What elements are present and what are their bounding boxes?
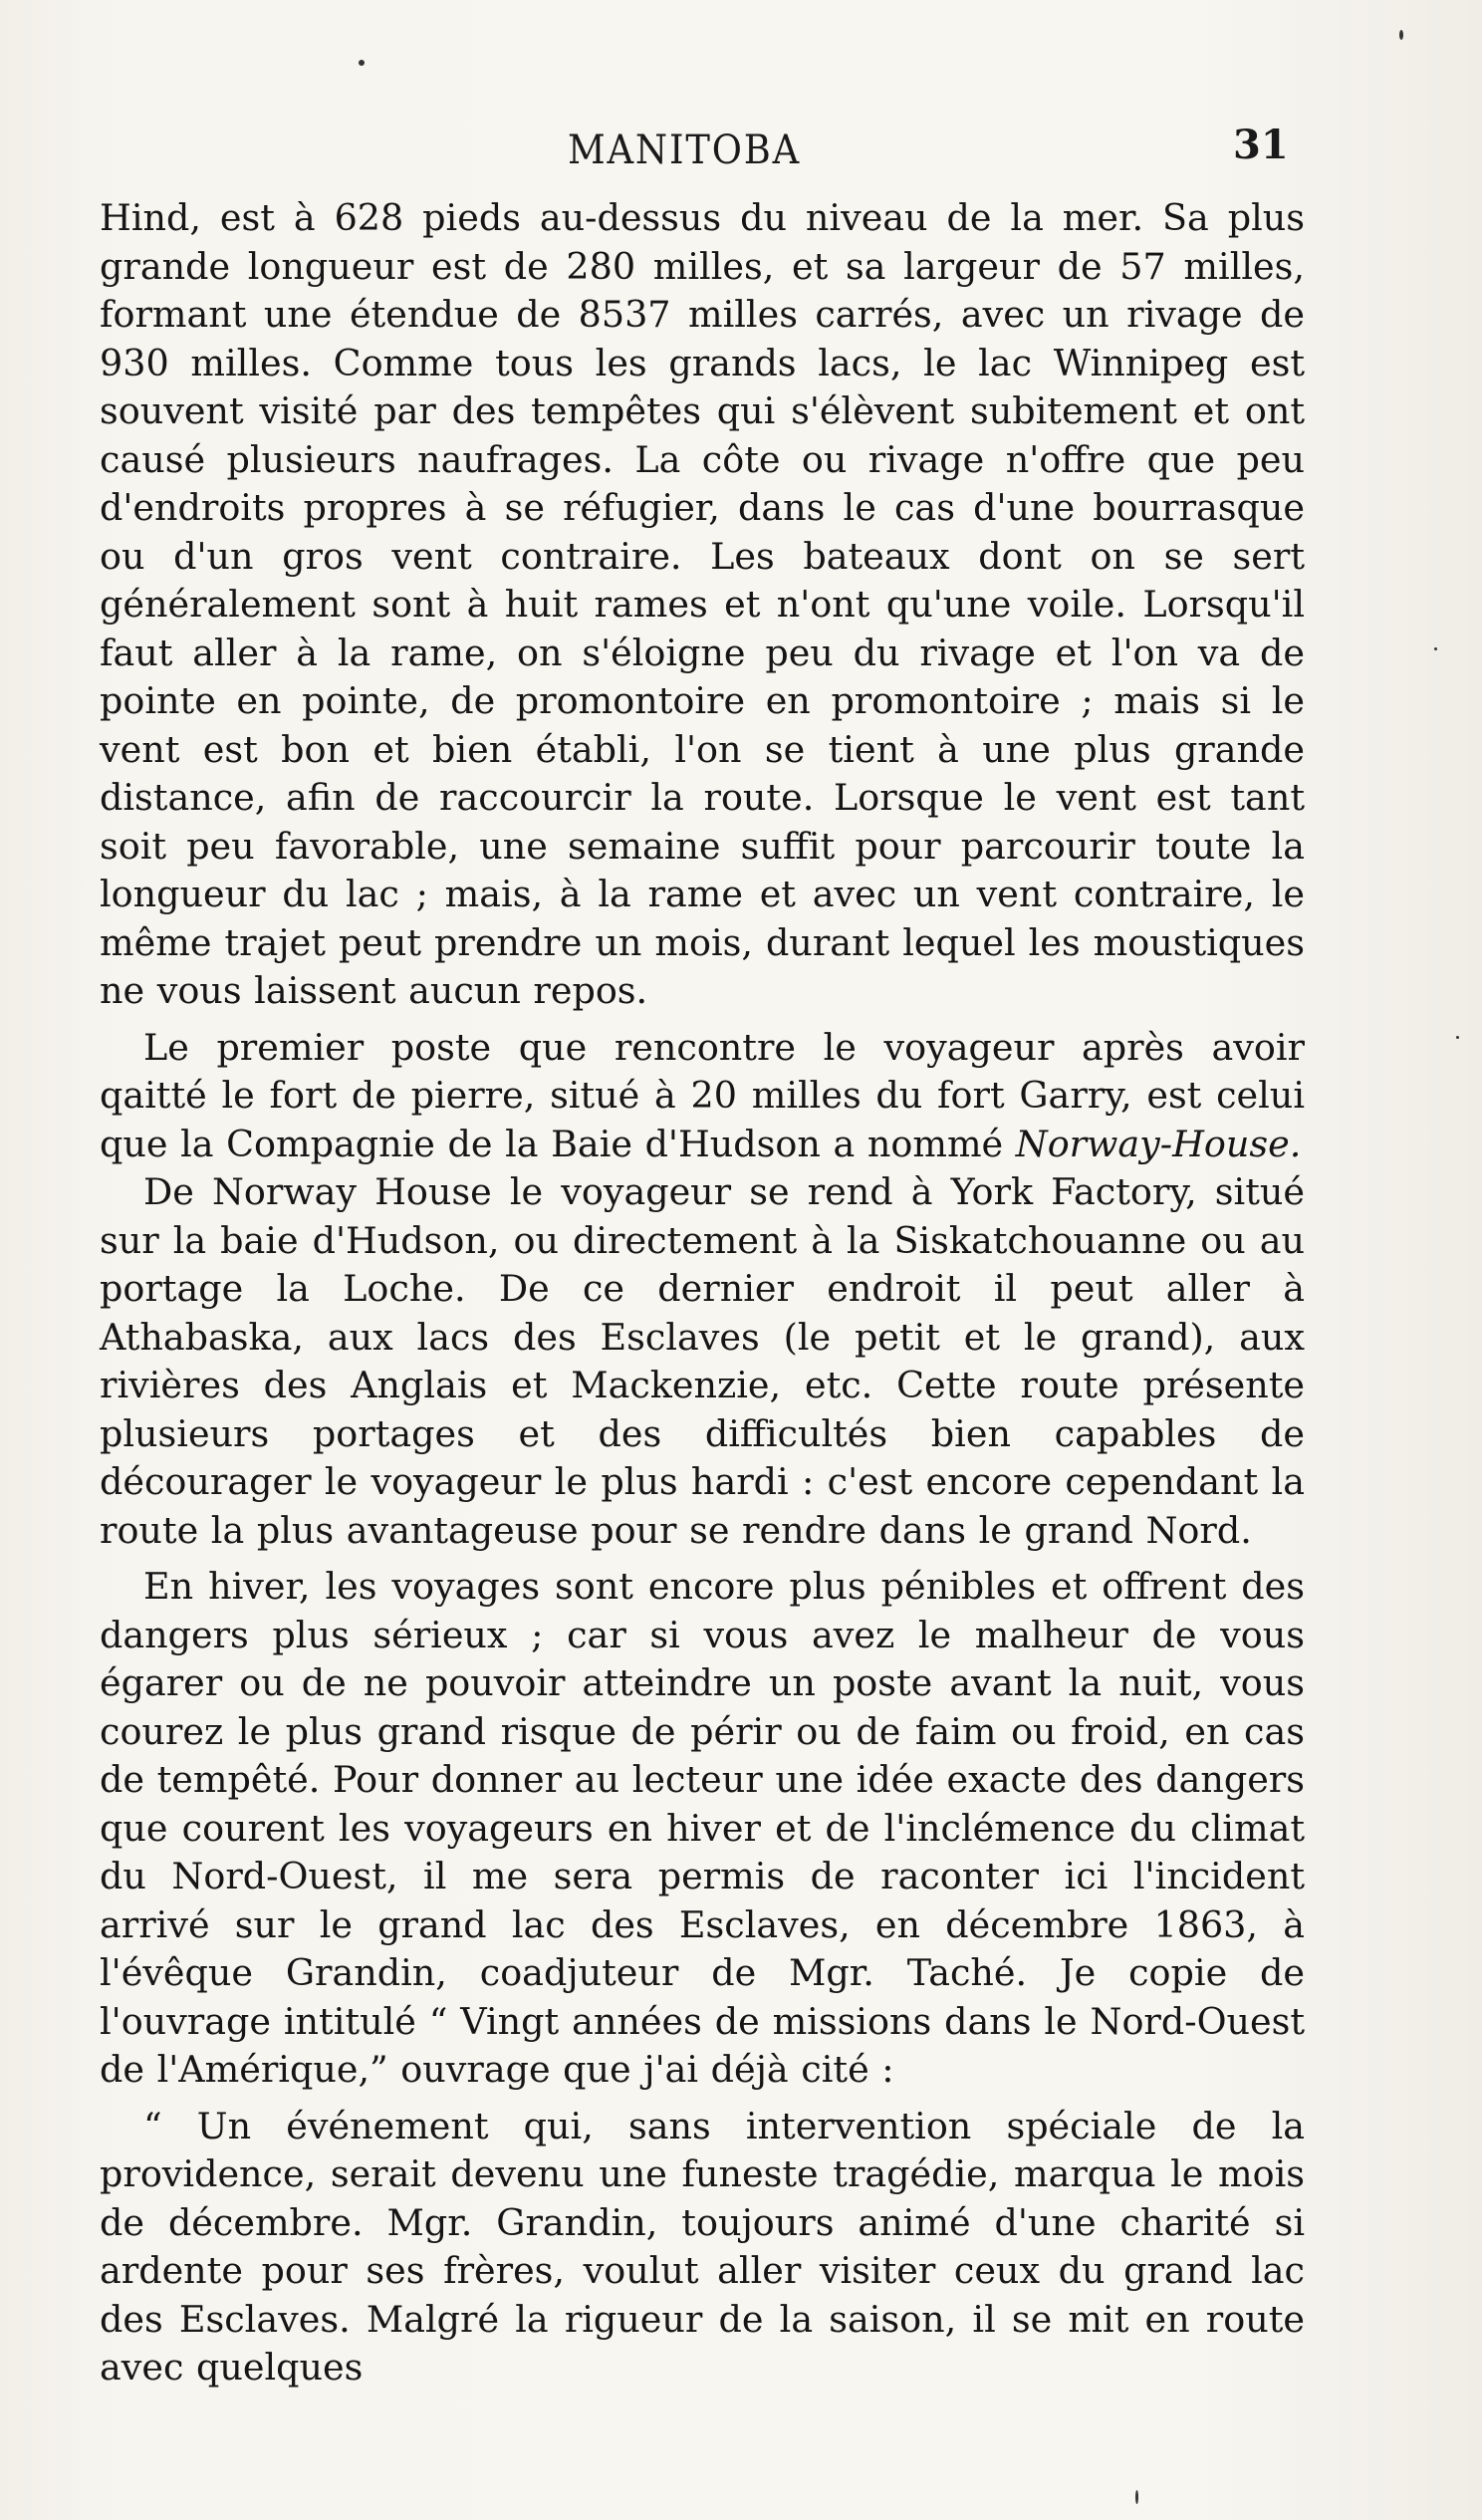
paragraph-4: En hiver, les voyages sont encore plus pénibles et offrent des dangers plus sérieux ; car si vous avez le malheur de vous égarer ou de ne pouvoir atteindre un poste avant la nuit, vous courez le plus grand risque de périr ou de faim ou froid, en cas de tempêté. Pour donner au lecteur une idée exacte des dangers que courent les voyageurs en hiver et de l'inclémence du climat du Nord-Ouest, il me sera permis de raconter ici l'incident arrivé sur le grand lac des Esclaves, en décembre 1863, à l'évêque Grandin, coadjuteur de Mgr. Taché. Je copie de l'ouvrage intitulé “ Vingt années de missions dans le Nord-Ouest de l'Amérique,” ouvrage que j'ai déjà cité : — [100, 1565, 1305, 2091]
paragraph-2-text: Le premier poste que rencontre le voyageur après avoir qaitté le fort de pierre, situé à 20 milles du fort Garry, est celui que la Compagnie de la Baie d'Hudson a nommé — [100, 1025, 1305, 1165]
page-header — [100, 120, 1295, 179]
print-speck — [1135, 2490, 1138, 2504]
paragraph-2 — [100, 1024, 1305, 1169]
norway-house-italic: Norway-House. — [1015, 1122, 1302, 1165]
print-speck — [1456, 1036, 1459, 1039]
print-speck — [359, 60, 365, 66]
print-speck — [1399, 30, 1403, 40]
body-text — [100, 194, 1305, 2393]
running-title: MANITOBA — [568, 127, 802, 173]
page-number: 31 — [1233, 122, 1289, 168]
paragraph-5: “ Un événement qui, sans intervention spéciale de la providence, serait devenu une funeste tragédie, marqua le mois de décembre. Mgr. Grandin, toujours animé d'une charité si ardente pour ses frères, voulut aller visiter ceux du grand lac des Esclaves. Malgré la rigueur de la saison, il se mit en route avec quelques — [100, 2104, 1305, 2389]
paragraph-1: Hind, est à 628 pieds au-dessus du niveau de la mer. Sa plus grande longueur est de 280 milles, et sa largeur de 57 milles, formant une étendue de 8537 milles carrés, avec un rivage de 930 milles. Comme tous les grands lacs, le lac Winnipeg est souvent visité par des tempêtes qui s'élèvent subitement et ont causé plusieurs naufrages. La côte ou rivage n'offre que peu d'endroits propres à se réfugier, dans le cas d'une bourrasque ou d'un gros vent contraire. Les bateaux dont on se sert généralement sont à huit rames et n'ont qu'une voile. Lorsqu'il faut aller à la rame, on s'éloigne peu du rivage et l'on va de pointe en pointe, de promontoire en promontoire ; mais si le vent est bon et bien établi, l'on se tient à une plus grande distance, afin de raccourcir la route. Lorsque le vent est tant soit peu favorable, une semaine suffit pour parcourir toute la longueur du lac ; mais, à la rame et avec un vent contraire, le même trajet peut prendre un mois, durant lequel les moustiques ne vous laissent aucun repos. — [100, 196, 1305, 1012]
print-speck — [1434, 647, 1437, 650]
paragraph-3: De Norway House le voyageur se rend à York Factory, situé sur la baie d'Hudson, ou directement à la Siskatchouanne ou au portage la Loche. De ce dernier endroit il peut aller à Athabaska, aux lacs des Esclaves (le petit et le grand), aux rivières des Anglais et Mackenzie, etc. Cette route présente plusieurs portages et des difficultés bien capables de décourager le voyageur le plus hardi : c'est encore cependant la route la plus avantageuse pour se rendre dans le grand Nord. — [100, 1170, 1305, 1552]
